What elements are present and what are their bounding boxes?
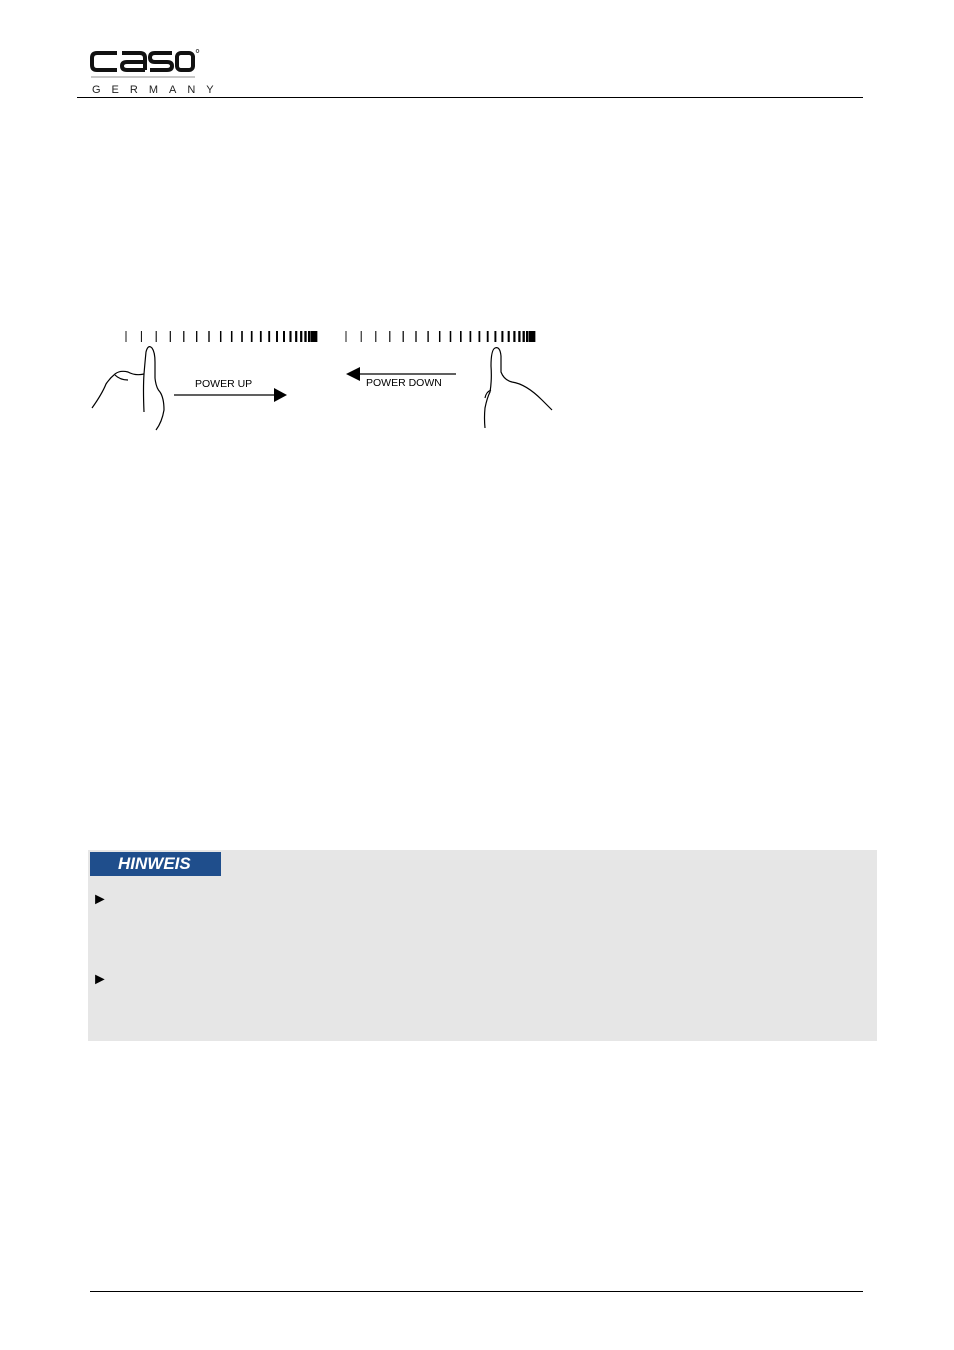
- power-up-tick-scale: [126, 331, 316, 342]
- logo-subtext: GERMANY: [92, 84, 225, 96]
- hand-left-icon: [92, 347, 164, 430]
- hand-right-icon: [485, 348, 553, 428]
- note-box: [88, 850, 877, 1041]
- header-divider: [77, 97, 863, 98]
- footer-divider: [90, 1291, 863, 1292]
- power-down-tick-scale: [346, 331, 534, 342]
- power-slider-diagram: [80, 318, 570, 438]
- power-down-label: POWER DOWN: [366, 377, 442, 389]
- caso-germany-logo: [77, 32, 225, 104]
- bullet-arrow-icon: ►: [92, 971, 108, 988]
- power-up-label: POWER UP: [195, 378, 253, 390]
- bullet-arrow-icon: ►: [92, 891, 108, 908]
- note-title: HINWEIS: [90, 852, 221, 876]
